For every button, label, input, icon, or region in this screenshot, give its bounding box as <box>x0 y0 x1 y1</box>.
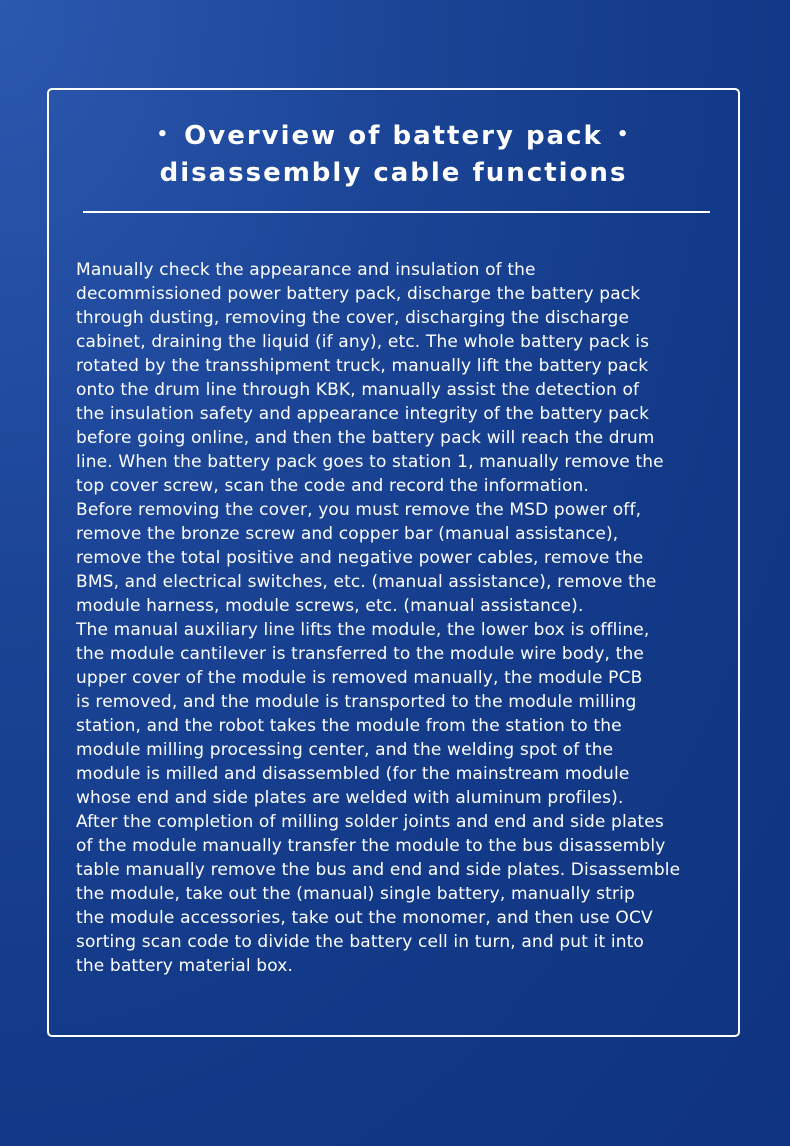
bullet-right-icon: • <box>616 123 631 145</box>
title-line-2: disassembly cable functions <box>159 157 628 188</box>
title-line-1-text: Overview of battery pack <box>184 121 603 151</box>
bullet-left-icon: • <box>156 123 171 145</box>
content-card <box>47 88 740 1037</box>
page-title <box>49 118 738 191</box>
body-paragraph: Manually check the appearance and insulation of the decommissioned power battery pack, discharge the battery pack through dusting, removing the cover, discharging the discharge cabinet, draining the liquid (if any), etc. The whole battery pack is rotated by the transshipment truck, manually lift the battery pack onto the drum line through KBK, manually assist the detection of the insulation safety and appearance integrity of the battery pack before going online, and then the battery pack will reach the drum line. When the battery pack goes to station 1, manually remove the top cover screw, scan the code and record the information. Before removing the cover, you must remove the MSD power off, remove the bronze screw and copper bar (manual assistance), remove the total positive and negative power cables, remove the BMS, and electrical switches, etc. (manual assistance), remove the module harness, module screws, etc. (manual assistance). The manual auxiliary line lifts the module, the lower box is offline, the module cantilever is transferred to the module wire body, the upper cover of the module is removed manually, the module PCB is removed, and the module is transported to the module milling station, and the robot takes the module from the station to the module milling processing center, and the welding spot of the module is milled and disassembled (for the mainstream module whose end and side plates are welded with aluminum profiles). After the completion of milling solder joints and end and side plates of the module manually transfer the module to the bus disassembly table manually remove the bus and end and side plates. Disassemble the module, take out the (manual) single battery, manually strip the module accessories, take out the monomer, and then use OCV sorting scan code to divide the battery cell in turn, and put it into the battery material box. <box>76 260 681 976</box>
title-line-1 <box>49 118 738 155</box>
title-divider <box>83 211 710 213</box>
